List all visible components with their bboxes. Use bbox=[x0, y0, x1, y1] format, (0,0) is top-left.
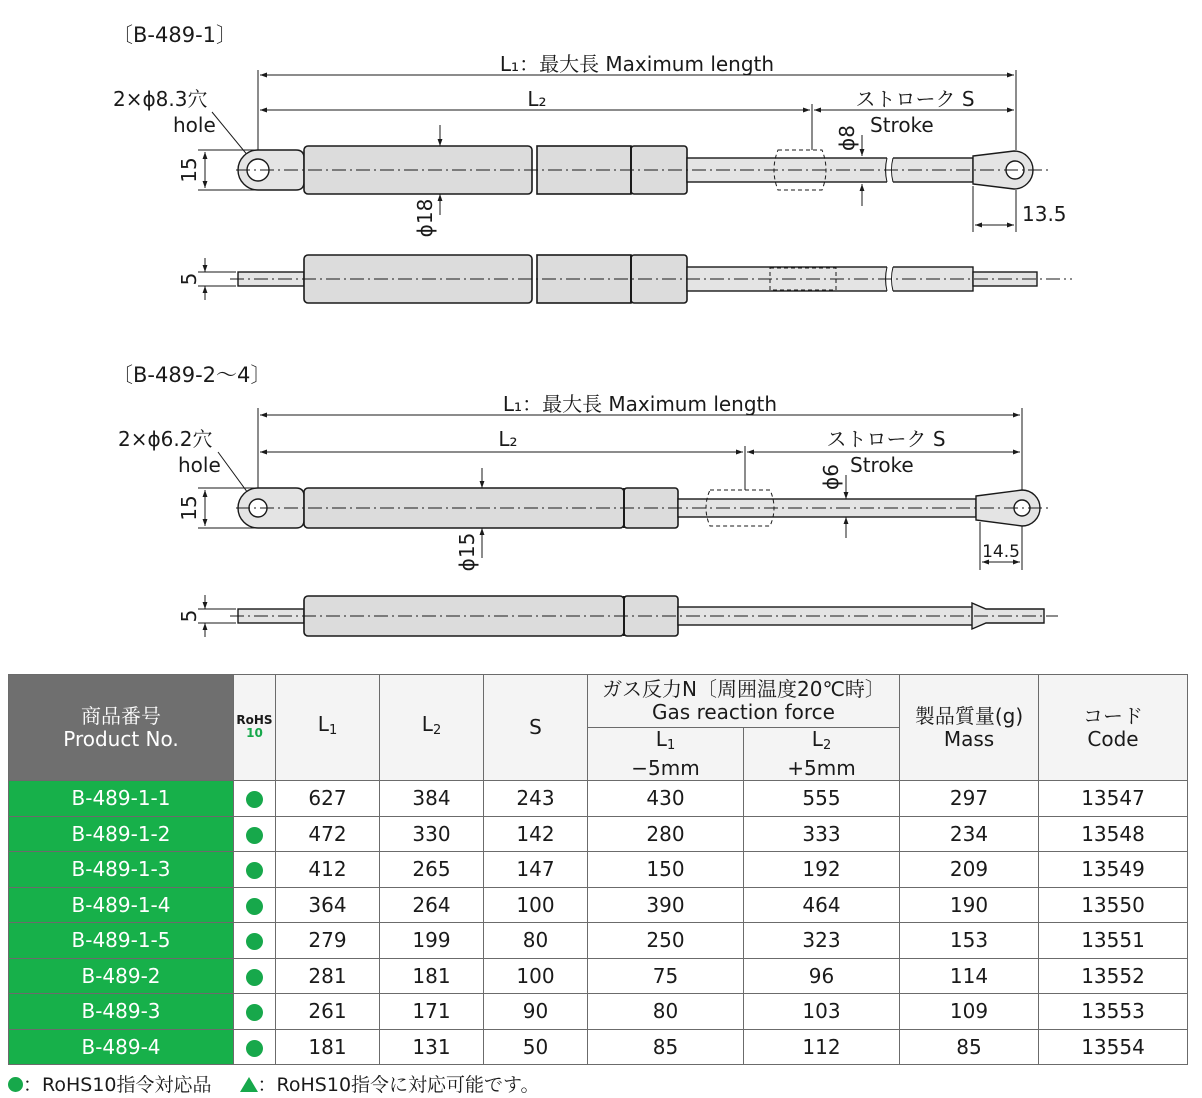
drawing-1-end-dim: 13.5 bbox=[1022, 202, 1067, 226]
mass-cell: 234 bbox=[900, 816, 1039, 852]
l2-cell: 171 bbox=[380, 994, 484, 1030]
f2-cell: 323 bbox=[744, 923, 900, 959]
header-gas-l1: $L_1$ −5mm bbox=[588, 728, 744, 781]
f2-cell: 192 bbox=[744, 852, 900, 888]
l1-cell: 412 bbox=[276, 852, 380, 888]
rohs-cell bbox=[234, 923, 276, 959]
s-cell: 100 bbox=[484, 887, 588, 923]
rohs-dot-icon bbox=[246, 969, 263, 986]
drawing-2-stroke-en: Stroke bbox=[850, 453, 914, 477]
s-cell: 142 bbox=[484, 816, 588, 852]
code-cell: 13549 bbox=[1039, 852, 1188, 888]
f2-cell: 464 bbox=[744, 887, 900, 923]
drawing-1-height: 15 bbox=[177, 157, 201, 183]
rohs-dot-icon bbox=[246, 898, 263, 915]
drawing-1-body-dia: ϕ18 bbox=[413, 198, 437, 238]
mass-cell: 153 bbox=[900, 923, 1039, 959]
s-cell: 147 bbox=[484, 852, 588, 888]
rohs-dot-icon bbox=[246, 791, 263, 808]
f1-cell: 430 bbox=[588, 781, 744, 817]
table-row bbox=[9, 781, 1188, 817]
l2-cell: 199 bbox=[380, 923, 484, 959]
header-s: S bbox=[484, 675, 588, 781]
header-product-jp: 商品番号 bbox=[81, 703, 161, 728]
drawing-2-height: 15 bbox=[177, 495, 201, 521]
rohs-cell bbox=[234, 994, 276, 1030]
drawing-2-l1-label: L₁：最大長 Maximum length bbox=[502, 392, 778, 416]
header-mass: 製品質量(g) Mass bbox=[900, 675, 1039, 781]
drawing-2-stroke-jp: ストローク S bbox=[826, 427, 946, 451]
rohs-cell bbox=[234, 781, 276, 817]
header-gas-jp: ガス反力N〔周囲温度20℃時〕 bbox=[602, 677, 885, 701]
product-number-cell: B-489-1-3 bbox=[9, 852, 234, 888]
rohs-cell bbox=[234, 852, 276, 888]
rohs-cell bbox=[234, 1029, 276, 1065]
drawing-2-hole-en: hole bbox=[178, 453, 221, 477]
mass-cell: 190 bbox=[900, 887, 1039, 923]
rohs-dot-icon bbox=[246, 827, 263, 844]
table-row bbox=[9, 958, 1188, 994]
code-cell: 13547 bbox=[1039, 781, 1188, 817]
l2-cell: 384 bbox=[380, 781, 484, 817]
product-number-cell: B-489-4 bbox=[9, 1029, 234, 1065]
product-number-cell: B-489-1-4 bbox=[9, 887, 234, 923]
mass-cell: 109 bbox=[900, 994, 1039, 1030]
f1-cell: 85 bbox=[588, 1029, 744, 1065]
rohs-dot-icon bbox=[8, 1077, 23, 1092]
product-number-cell: B-489-1-2 bbox=[9, 816, 234, 852]
l2-cell: 265 bbox=[380, 852, 484, 888]
s-cell: 80 bbox=[484, 923, 588, 959]
header-gas-en: Gas reaction force bbox=[652, 700, 835, 724]
f2-cell: 103 bbox=[744, 994, 900, 1030]
spec-table bbox=[8, 674, 1188, 1065]
l1-cell: 472 bbox=[276, 816, 380, 852]
rohs-cell bbox=[234, 816, 276, 852]
code-cell: 13553 bbox=[1039, 994, 1188, 1030]
table-row bbox=[9, 923, 1188, 959]
drawing-1-thickness: 5 bbox=[177, 272, 201, 286]
drawing-2-rod-dia: ϕ6 bbox=[819, 464, 843, 490]
l2-cell: 181 bbox=[380, 958, 484, 994]
f2-cell: 333 bbox=[744, 816, 900, 852]
product-number-cell: B-489-2 bbox=[9, 958, 234, 994]
drawing-2-title: 〔B-489-2～4〕 bbox=[112, 363, 272, 387]
l2-cell: 330 bbox=[380, 816, 484, 852]
legend-dot-text: ：RoHS10指令対応品 bbox=[23, 1074, 212, 1096]
l2-cell: 264 bbox=[380, 887, 484, 923]
drawing-2-end-dim: 14.5 bbox=[982, 542, 1020, 562]
rohs-dot-icon bbox=[246, 862, 263, 879]
code-cell: 13548 bbox=[1039, 816, 1188, 852]
f2-cell: 112 bbox=[744, 1029, 900, 1065]
product-number-cell: B-489-1-1 bbox=[9, 781, 234, 817]
l1-cell: 627 bbox=[276, 781, 380, 817]
header-l1: $L_1$ bbox=[276, 675, 380, 781]
header-l2: $L_2$ bbox=[380, 675, 484, 781]
drawing-b489-2-4 bbox=[112, 363, 1058, 637]
drawing-1-hole-label: 2×ϕ8.3穴 bbox=[113, 87, 208, 111]
rohs-triangle-icon bbox=[240, 1077, 258, 1092]
f1-cell: 80 bbox=[588, 994, 744, 1030]
drawing-2-thickness: 5 bbox=[177, 609, 201, 623]
drawing-2-l2-label: L₂ bbox=[498, 427, 518, 451]
mass-cell: 85 bbox=[900, 1029, 1039, 1065]
header-rohs bbox=[234, 675, 276, 781]
l1-cell: 261 bbox=[276, 994, 380, 1030]
l1-cell: 364 bbox=[276, 887, 380, 923]
header-code: コード Code bbox=[1039, 675, 1188, 781]
mass-cell: 114 bbox=[900, 958, 1039, 994]
l1-cell: 181 bbox=[276, 1029, 380, 1065]
table-row bbox=[9, 887, 1188, 923]
drawing-1-hole-en: hole bbox=[173, 113, 216, 137]
table-row bbox=[9, 852, 1188, 888]
rohs-cell bbox=[234, 887, 276, 923]
f1-cell: 150 bbox=[588, 852, 744, 888]
mass-cell: 297 bbox=[900, 781, 1039, 817]
code-cell: 13552 bbox=[1039, 958, 1188, 994]
l1-cell: 281 bbox=[276, 958, 380, 994]
l2-cell: 131 bbox=[380, 1029, 484, 1065]
f1-cell: 280 bbox=[588, 816, 744, 852]
rohs-dot-icon bbox=[246, 1004, 263, 1021]
table-row bbox=[9, 816, 1188, 852]
drawing-1-rod-dia: ϕ8 bbox=[835, 125, 859, 151]
s-cell: 50 bbox=[484, 1029, 588, 1065]
s-cell: 90 bbox=[484, 994, 588, 1030]
f1-cell: 390 bbox=[588, 887, 744, 923]
f2-cell: 555 bbox=[744, 781, 900, 817]
drawing-1-title: 〔B-489-1〕 bbox=[112, 23, 238, 47]
drawing-1-l1-label: L₁：最大長 Maximum length bbox=[499, 52, 775, 76]
l1-cell: 279 bbox=[276, 923, 380, 959]
mass-cell: 209 bbox=[900, 852, 1039, 888]
product-number-cell: B-489-1-5 bbox=[9, 923, 234, 959]
header-product bbox=[9, 675, 234, 781]
f1-cell: 250 bbox=[588, 923, 744, 959]
rohs-cell bbox=[234, 958, 276, 994]
f2-cell: 96 bbox=[744, 958, 900, 994]
header-gas-force bbox=[588, 675, 900, 728]
f1-cell: 75 bbox=[588, 958, 744, 994]
code-cell: 13554 bbox=[1039, 1029, 1188, 1065]
code-cell: 13550 bbox=[1039, 887, 1188, 923]
header-gas-l2: $L_2$ +5mm bbox=[744, 728, 900, 781]
table-row bbox=[9, 1029, 1188, 1065]
drawing-1-l2-label: L₂ bbox=[527, 87, 547, 111]
header-product-en: Product No. bbox=[63, 726, 179, 751]
legend-triangle-text: ：RoHS10指令に対応可能です。 bbox=[257, 1074, 540, 1096]
table-row bbox=[9, 994, 1188, 1030]
drawing-b489-1 bbox=[112, 23, 1072, 303]
drawing-2-hole-label: 2×ϕ6.2穴 bbox=[118, 427, 213, 451]
rohs-dot-icon bbox=[246, 1040, 263, 1057]
drawing-1-stroke-jp: ストローク S bbox=[855, 87, 975, 111]
product-number-cell: B-489-3 bbox=[9, 994, 234, 1030]
drawing-2-body-dia: ϕ15 bbox=[455, 532, 479, 572]
drawing-1-stroke-en: Stroke bbox=[870, 113, 934, 137]
rohs-dot-icon bbox=[246, 933, 263, 950]
code-cell: 13551 bbox=[1039, 923, 1188, 959]
legend bbox=[8, 1070, 540, 1097]
s-cell: 243 bbox=[484, 781, 588, 817]
rohs-icon: RoHS 10 bbox=[236, 712, 273, 740]
s-cell: 100 bbox=[484, 958, 588, 994]
